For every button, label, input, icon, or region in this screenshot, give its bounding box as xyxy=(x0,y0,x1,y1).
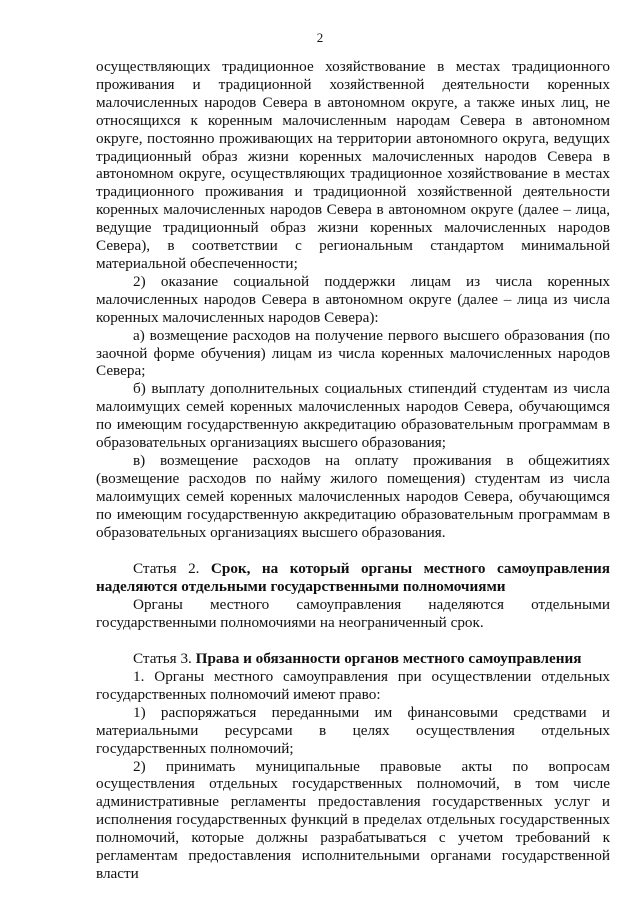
paragraph-item-2: 2) оказание социальной поддержки лицам из числа коренных малочисленных народов Севера в автономном округе (далее – лица из числа коренных малочисленных народов Севера): xyxy=(96,272,610,326)
article-3-paragraph-1: 1. Органы местного самоуправления при осуществлении отдельных государственных полномочий имеют право: xyxy=(96,668,610,703)
article-2-label: Статья 2. xyxy=(133,560,211,578)
article-3-title: Права и обязанности органов местного самоуправления xyxy=(195,650,582,668)
paragraph-subitem-a: а) возмещение расходов на получение первого высшего образования (по заочной форме обучения) лицам из числа коренных малочисленных народов Севера; xyxy=(96,326,610,380)
article-3-label: Статья 3. xyxy=(133,650,196,668)
article-3-paragraph-3: 2) принимать муниципальные правовые акты по вопросам осуществления отдельных государственных полномочий, в том числе административные регламенты предоставления государственных услуг и исполнения государственных функций в пределах отдельных государственных полномочий, которые должны разрабатываться с учетом требований к регламентам предоставления исполнительными органами государственной власти xyxy=(96,757,610,882)
article-2-heading xyxy=(96,560,610,596)
article-3-paragraph-2: 1) распоряжаться переданными им финансовыми средствами и материальными ресурсами в целях осуществления отдельных государственных полномочий; xyxy=(96,703,610,757)
article-2-title: Срок, на который органы местного самоуправления наделяются отдельными государственными полномочиями xyxy=(96,560,610,596)
page-number: 2 xyxy=(316,30,324,45)
paragraph-continuation: осуществляющих традиционное хозяйствование в местах традиционного проживания и традиционной хозяйственной деятельности коренных малочисленных народов Севера в автономном округе, а также иных лиц, не относящихся к коренным малочисленным народам Севера в автономном округе, постоянно проживающих на территории автономного округа, ведущих традиционный образ жизни коренных малочисленных народов Севера в автономном округе, осуществляющих традиционное хозяйствование в местах традиционного проживания и традиционной хозяйственной деятельности коренных малочисленных народов Севера в автономном округе (далее – лица, ведущие традиционный образ жизни коренных малочисленных народов Севера), в соответствии с региональным стандартом минимальной материальной обеспеченности; xyxy=(96,58,610,272)
paragraph-subitem-b: б) выплату дополнительных социальных стипендий студентам из числа малоимущих семей коренных малочисленных народов Севера, обучающимся по имеющим государственную аккредитацию образовательным программам в образовательных организациях высшего образования; xyxy=(96,380,610,452)
paragraph-subitem-v: в) возмещение расходов на оплату проживания в общежитиях (возмещение расходов по найму жилого помещения) студентам из числа малоимущих семей коренных малочисленных народов Севера, обучающимся по имеющим государственную аккредитацию образовательным программам в образовательных организациях высшего образования. xyxy=(96,451,610,541)
article-2-body: Органы местного самоуправления наделяются отдельными государственными полномочиями на неограниченный срок. xyxy=(96,596,610,632)
article-3-heading xyxy=(96,650,610,668)
document-body xyxy=(96,58,610,883)
